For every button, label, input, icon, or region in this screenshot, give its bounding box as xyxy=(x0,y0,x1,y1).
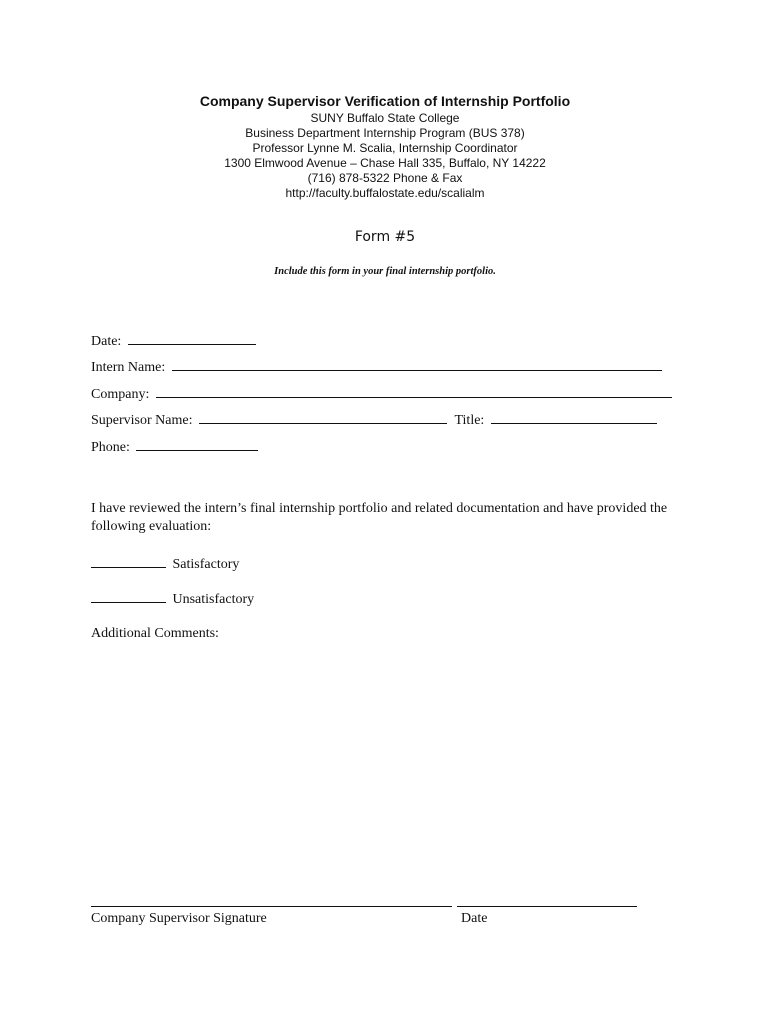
college-name: SUNY Buffalo State College xyxy=(310,111,460,125)
website-url: http://faculty.buffalostate.edu/scalialm xyxy=(285,186,485,200)
title-label: Title: xyxy=(454,413,485,428)
intern-name-blank[interactable] xyxy=(172,358,662,371)
satisfactory-label: Satisfactory xyxy=(172,557,240,572)
company-field xyxy=(91,385,672,403)
date-field xyxy=(91,332,256,350)
supervisor-name-label: Supervisor Name: xyxy=(91,413,193,428)
company-blank[interactable] xyxy=(156,385,672,398)
phone-label: Phone: xyxy=(91,440,130,455)
signature-date-label: Date xyxy=(461,911,488,926)
intern-name-field xyxy=(91,358,662,376)
unsatisfactory-option xyxy=(91,590,254,608)
phone-fax: (716) 878-5322 Phone & Fax xyxy=(307,171,463,185)
date-blank[interactable] xyxy=(128,332,256,345)
portfolio-instruction: Include this form in your final internship portfolio. xyxy=(274,266,496,277)
date-label: Date: xyxy=(91,334,122,349)
unsatisfactory-label: Unsatisfactory xyxy=(172,592,255,607)
supervisor-title-field xyxy=(91,411,657,429)
supervisor-name-blank[interactable] xyxy=(199,411,447,424)
unsatisfactory-blank[interactable] xyxy=(91,590,166,603)
satisfactory-option xyxy=(91,555,239,573)
form-header xyxy=(0,93,770,201)
title-blank[interactable] xyxy=(491,411,657,424)
signature-date-line[interactable] xyxy=(457,906,637,907)
phone-field xyxy=(91,438,258,456)
company-label: Company: xyxy=(91,387,150,402)
coordinator-name: Professor Lynne M. Scalia, Internship Coordinator xyxy=(252,141,518,155)
address: 1300 Elmwood Avenue – Chase Hall 335, Buffalo, NY 14222 xyxy=(224,156,546,170)
form-number: Form #5 xyxy=(354,229,416,245)
signature-line[interactable] xyxy=(91,906,452,907)
intern-name-label: Intern Name: xyxy=(91,360,166,375)
signature-label: Company Supervisor Signature xyxy=(91,911,267,926)
satisfactory-blank[interactable] xyxy=(91,555,166,568)
program-name: Business Department Internship Program (BUS 378) xyxy=(245,126,525,140)
additional-comments-label: Additional Comments: xyxy=(91,626,219,641)
evaluation-statement: I have reviewed the intern’s final internship portfolio and related documentation and have provided the following evaluation: xyxy=(91,501,668,534)
phone-blank[interactable] xyxy=(136,438,258,451)
form-title: Company Supervisor Verification of Internship Portfolio xyxy=(199,93,571,109)
